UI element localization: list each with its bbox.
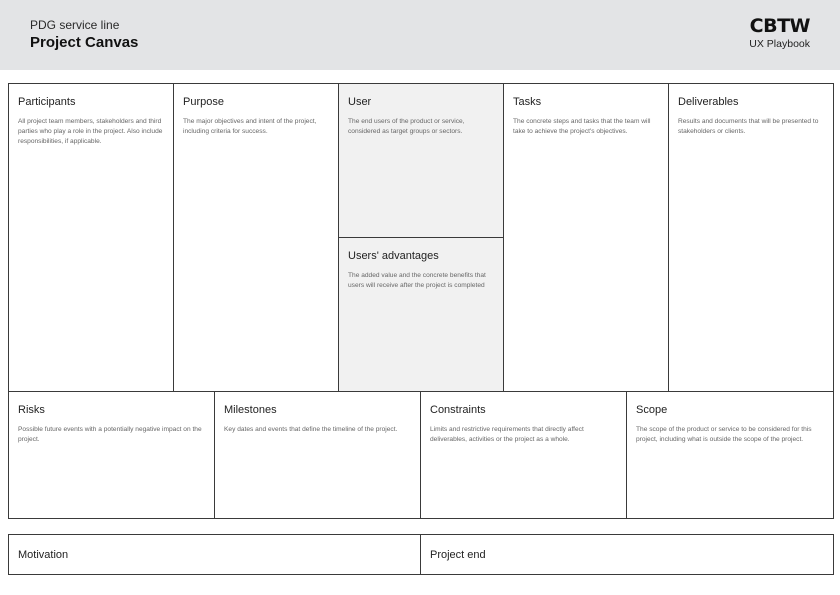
motivation-box bbox=[8, 534, 421, 575]
constraints-description: Limits and restrictive requirements that directly affect deliverables, activities or the project as a whole. bbox=[430, 426, 584, 443]
scope-title: Scope bbox=[636, 404, 668, 416]
deliverables-box bbox=[668, 83, 834, 392]
project-end-title: Project end bbox=[430, 549, 486, 561]
scope-description: The scope of the product or service to be considered for this project, including what is outside the scope of the project. bbox=[636, 426, 812, 443]
users-advantages-box bbox=[338, 237, 504, 392]
project-end-box bbox=[420, 534, 834, 575]
user-box bbox=[338, 83, 504, 238]
participants-title: Participants bbox=[18, 96, 76, 108]
deliverables-description: Results and documents that will be presented to stakeholders or clients. bbox=[678, 118, 819, 135]
purpose-description: The major objectives and intent of the project, including criteria for success. bbox=[183, 118, 317, 135]
brand bbox=[749, 17, 810, 50]
purpose-title: Purpose bbox=[183, 96, 224, 108]
milestones-box bbox=[214, 391, 421, 519]
constraints-title: Constraints bbox=[430, 404, 486, 416]
participants-box bbox=[8, 83, 174, 392]
risks-box bbox=[8, 391, 215, 519]
milestones-description: Key dates and events that define the timeline of the project. bbox=[224, 426, 398, 433]
constraints-box bbox=[420, 391, 627, 519]
users-advantages-description: The added value and the concrete benefits that users will receive after the project is completed bbox=[348, 272, 486, 289]
user-description: The end users of the product or service, considered as target groups or sectors. bbox=[348, 118, 465, 135]
risks-title: Risks bbox=[18, 404, 45, 416]
tasks-title: Tasks bbox=[513, 96, 542, 108]
motivation-title: Motivation bbox=[18, 549, 69, 561]
scope-box bbox=[626, 391, 834, 519]
tasks-description: The concrete steps and tasks that the team will take to achieve the project's objectives. bbox=[513, 118, 651, 135]
milestones-title: Milestones bbox=[224, 404, 277, 416]
user-title: User bbox=[348, 96, 372, 108]
tasks-box bbox=[503, 83, 669, 392]
page-title: Project Canvas bbox=[30, 34, 139, 51]
brand-logo: CBTW bbox=[749, 15, 810, 37]
participants-description: All project team members, stakeholders and third parties who play a role in the project. Also include responsibilities, if applicable. bbox=[18, 118, 163, 145]
deliverables-title: Deliverables bbox=[678, 96, 739, 108]
service-line-label: PDG service line bbox=[30, 18, 120, 32]
page-header bbox=[0, 0, 840, 70]
brand-subtitle: UX Playbook bbox=[749, 38, 810, 50]
risks-description: Possible future events with a potentially negative impact on the project. bbox=[18, 426, 202, 443]
users-advantages-title: Users' advantages bbox=[348, 250, 439, 262]
purpose-box bbox=[173, 83, 339, 392]
